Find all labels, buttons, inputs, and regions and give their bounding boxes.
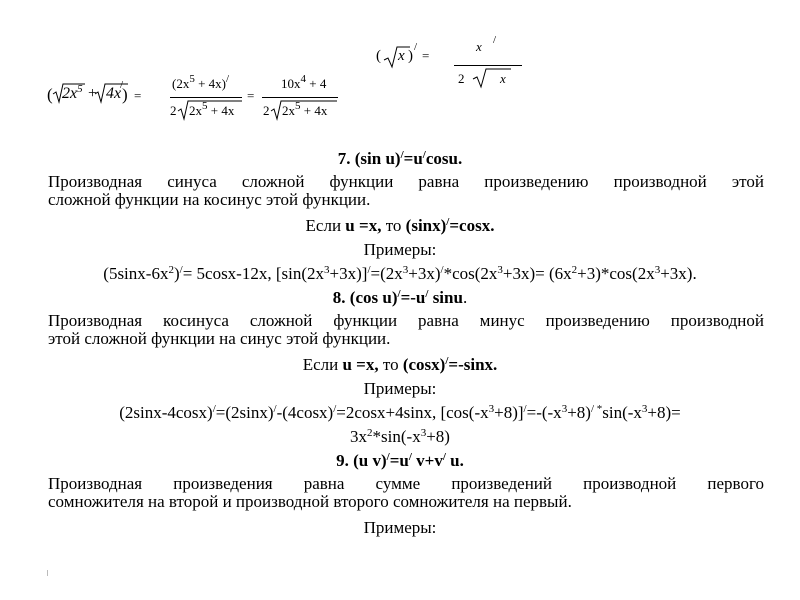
section-7-if-line: Если u =x, то (sinx)/=cosx. (305, 216, 495, 235)
paragraph-line: Производная косинуса сложной функции равна минус произведению производной (48, 311, 764, 330)
paragraph-line: Производная синуса сложной функции равна произведению производной этой (48, 172, 764, 191)
section-7-example-line: $(5\sin x-6x^2)^/= 5\cos x-12x$, $[\sin(2x^3+3x)]^/=(2x^3+3x)^/*\cos(2x^3+3x)= (6x^2+3)*\cos(2x^3+3x)$. (103, 264, 697, 283)
formula-equals-2: = (247, 88, 255, 103)
fraction-2-numerator: $10x^4 + 4$ (281, 73, 327, 91)
fraction-1-denominator-coef: 2 (170, 103, 177, 118)
fraction-1-numerator: $(2x^5 + 4x)^/$ (172, 73, 230, 91)
section-7-examples-label: Примеры: (363, 240, 437, 259)
paragraph-line: этой сложной функции на синус этой функции. (48, 329, 391, 348)
formula-equals: = (422, 48, 430, 63)
fraction-1-bar (170, 97, 242, 98)
section-7-heading: 7. (sin u)/=u/cosu. (337, 149, 463, 168)
paragraph-line: сомножителя на второй и производной второго сомножителя на первый. (48, 492, 572, 511)
section-9-paragraph (48, 475, 764, 511)
sqrt-derivative-formula (376, 34, 526, 94)
fraction-bar (454, 65, 522, 66)
section-8-examples-label: Примеры: (363, 379, 437, 398)
formula-close-paren: ) (408, 48, 413, 64)
section-8-example-line-2: $3x^2*\sin(-x^3+8)$ (350, 427, 450, 446)
section-7-paragraph (48, 173, 764, 209)
denominator-coefficient: 2 (458, 71, 465, 86)
paragraph-line: сложной функции на косинус этой функции. (48, 190, 371, 209)
fraction-2-bar (262, 97, 338, 98)
fraction-2-denominator-radicand: $2x^5 + 4x$ (282, 100, 328, 118)
radical-icon (472, 67, 512, 89)
formula-radicand: x (398, 48, 405, 64)
radicand-term-1: $2x^5$ (62, 83, 83, 102)
radicand-term-2: 4x (106, 85, 122, 102)
formula-open-paren: ( (376, 48, 381, 64)
section-8-heading: 8. (cos u)/=-u/ sinu. (332, 288, 468, 307)
fraction-2-denominator-coef: 2 (263, 103, 270, 118)
formula-equals: = (134, 88, 142, 103)
formula-open-paren: ( (47, 85, 53, 104)
section-8-example-line-1: (2sinx-4cosx)/=(2sinx)/-(4cosx)/=2cosx+4sinx, $[\cos(-x^3+8)]^/=-(-x^3+8)^{/ *}\sin(-x^3+8)=$ (119, 403, 681, 422)
formula-prime: / (120, 79, 124, 91)
margin-mark (47, 570, 48, 576)
fraction-numerator: x (476, 39, 482, 54)
radical-icon (383, 44, 411, 70)
formula-prime: / (414, 41, 418, 53)
section-8-paragraph (48, 312, 764, 348)
denominator-radicand: x (500, 71, 506, 86)
numerator-prime: / (493, 34, 497, 46)
section-8-if-line: Если u =x, то (cosx)/=-sinx. (302, 355, 498, 374)
section-9-examples-label: Примеры: (363, 518, 437, 537)
plus-sign: + (88, 85, 98, 102)
sum-sqrt-derivative-formula (46, 74, 346, 126)
fraction-1-denominator-radicand: $2x^5 + 4x$ (189, 100, 235, 118)
paragraph-line: Производная произведения равна сумме произведений производной первого (48, 474, 764, 493)
formula-close-paren: ) (122, 85, 128, 104)
section-9-heading: 9. (u v)/=u/ v+v/ u. (336, 451, 464, 470)
